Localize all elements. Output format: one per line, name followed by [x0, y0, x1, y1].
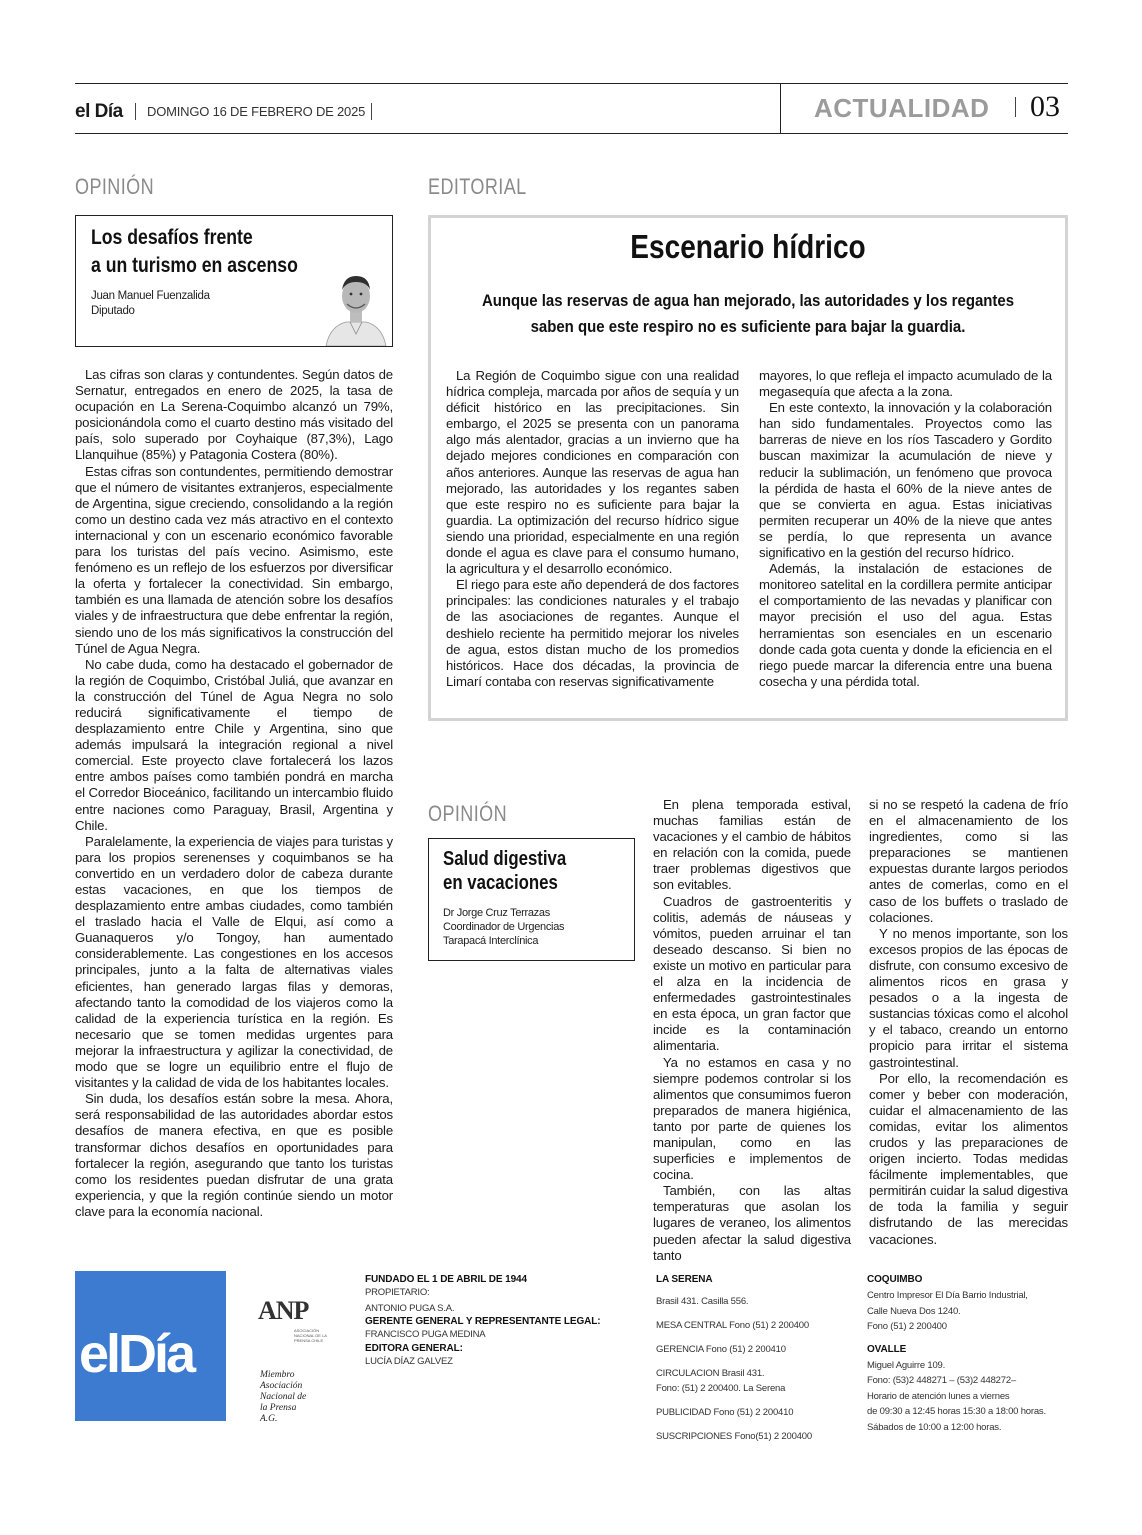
editorial-paragraph: En este contexto, la innovación y la colaboración han sido fundamentales. Proyectos como las barreras de nieve en los ríos Tascadero y Gordito buscan maximizar la acumulación de nieve y reducir la sublimación, un fenómeno que provoca la pérdida de hasta el 60% de la nieve antes de que se convierta en agua. Estas iniciativas permiten recuperar un 40% de la nieve que antes se perdía, lo que representa un avance significativo en la gestión del recurso hídrico. — [759, 400, 1052, 561]
anp-logo — [258, 1296, 328, 1356]
editorial-paragraph: mayores, lo que refleja el impacto acumulado de la megasequía que afecta a la zona. — [759, 368, 1052, 400]
opinion2-paragraph: si no se respetó la cadena de frío en el almacenamiento de los ingredientes, como si las preparaciones se mantienen expuestas durante largos periodos antes de comerlas, como en el caso de los buffets o traslado de colaciones. — [869, 797, 1068, 925]
header-separator — [135, 103, 136, 120]
masthead-brand: el Día — [75, 101, 123, 122]
member-line: A.G. — [260, 1414, 278, 1424]
opinion-paragraph: Las cifras son claras y contundentes. Según datos de Sernatur, entregados en enero de 2025, la tasa de ocupación en La Serena-Coquimbo alcanzó un 79%, posicionándola como el cuarto destino más visitado del país, solo superado por Coyhaique (87,3%), Lago Llanquihue (85%) y Patagonia Costera (80%). — [75, 367, 393, 463]
author-portrait — [320, 264, 392, 346]
el-dia-logo — [75, 1271, 226, 1421]
opinion-body — [75, 367, 393, 1220]
opinion-author-role: Diputado — [91, 305, 135, 317]
ovalle-address: Miguel Aguirre 109. — [867, 1359, 946, 1371]
header-bottom-rule — [75, 133, 1068, 134]
page-number: 03 — [1030, 90, 1060, 123]
opinion-paragraph: Paralelamente, la experiencia de viajes para turistas y para los propios serenenses y coquimbanos se ha convertido en un verdadero dolor de cabeza durante estas vacaciones, en que los tiempos de desplazamiento entre ambas ciudades, como también el traslado hacia el Valle de Elqui, así como a Guanaqueros y/o Tongoy, han aumentado considerablemente. Las congestiones en los accesos principales, junto a la falta de alternativas viales eficientes, han generado largas filas y demoras, afectando tanto la comodidad de los viajeros como la calidad de la experiencia turística en la región. Es necesario que se tomen medidas urgentes para mejorar la infraestructura y agilizar la conectividad, de modo que se logre un equilibrio entre el flujo de visitantes y la calidad de vida de los habitantes locales. — [75, 833, 393, 1091]
editorial-paragraph: El riego para este año dependerá de dos factores principales: las condiciones naturales y el trabajo de las asociaciones de regantes. Aunque el deshielo reciente ha permitido mejorar los niveles de agua, estos distan mucho de los promedios históricos. Hace dos décadas, la provincia de Limarí contaba con reservas significativamente — [446, 577, 739, 689]
opinion-paragraph: Sin duda, los desafíos están sobre la mesa. Ahora, será responsabilidad de las autoridades abordar estos desafíos de manera efectiva, en que es posible transformar dichos desafíos en oportunidades para fortalecer la región, asegurando que tanto los turistas como los residentes puedan disfrutar de una grata experiencia, y que la región continúe siendo un motor clave para la economía nacional. — [75, 1091, 393, 1219]
la-serena-block — [656, 1274, 856, 1444]
coquimbo-address-1: Centro Impresor El Día Barrio Industrial, — [867, 1290, 1028, 1301]
la-serena-address: Brasil 431. Casilla 556. — [656, 1296, 749, 1307]
editorial-box — [428, 215, 1068, 721]
opinion-title-line1: Los desafíos frente — [91, 226, 253, 249]
manager-label: GERENTE GENERAL Y REPRESENTANTE LEGAL: — [365, 1316, 601, 1327]
editorial-title: Escenario hídrico — [630, 228, 866, 265]
editorial-subtitle-line2: saben que este respiro no es suficiente para bajar la guardia. — [530, 317, 966, 336]
member-note — [260, 1370, 306, 1425]
coquimbo-heading: COQUIMBO — [867, 1274, 923, 1285]
section-title: ACTUALIDAD — [814, 93, 990, 123]
editorial-column-2 — [759, 368, 1052, 690]
issue-date: DOMINGO 16 DE FEBRERO DE 2025 — [147, 104, 366, 119]
member-line: la Prensa — [260, 1403, 297, 1413]
owner-name: ANTONIO PUGA S.A. — [365, 1302, 455, 1314]
opinion2-title-line1: Salud digestiva — [443, 848, 567, 870]
ovalle-hours-label: Horario de atención lunes a viernes — [867, 1390, 1010, 1402]
circulacion-address: CIRCULACION Brasil 431. — [656, 1368, 765, 1379]
ovalle-heading: OVALLE — [867, 1343, 907, 1355]
opinion2-column-1 — [653, 797, 851, 1264]
coquimbo-phone: Fono (51) 2 200400 — [867, 1321, 947, 1332]
publicidad-phone: PUBLICIDAD Fono (51) 2 200410 — [656, 1407, 794, 1418]
suscripciones-phone: SUSCRIPCIONES Fono(51) 2 200400 — [656, 1431, 812, 1442]
mesa-central-phone: MESA CENTRAL Fono (51) 2 200400 — [656, 1320, 809, 1331]
coquimbo-address-2: Calle Nueva Dos 1240. — [867, 1305, 961, 1317]
manager-name: FRANCISCO PUGA MEDINA — [365, 1329, 486, 1340]
editorial-paragraph: Además, la instalación de estaciones de monitoreo satelital en la cordillera permite anticipar el comportamiento de las nevadas y planificar con mayor precisión el uso del agua. Estas herramientas son esenciales en un escenario donde cada gota cuenta y donde la eficiencia en el riego puede marcar la diferencia entre una buena cosecha y una pérdida total. — [759, 561, 1052, 689]
founded-line: FUNDADO EL 1 DE ABRIL DE 1944 — [365, 1274, 527, 1285]
opinion-paragraph: No cabe duda, como ha destacado el gobernador de la región de Coquimbo, Cristóbal Juliá, que avanzar en la construcción del Túnel de Agua Negra no solo reducirá significativamente el tiempo de desplazamiento entre Chile y Argentina, sino que además impulsará la integración regional a nivel comercial. Este proyecto clave fortalecerá los lazos entre ambos países como también pondrá en marcha el Corredor Bioceánico, facilitando un intercambio fluido entre naciones como Paraguay, Brasil, Argentina y Chile. — [75, 656, 393, 833]
header-vertical-rule — [780, 83, 781, 134]
opinion2-paragraph: Cuadros de gastroenteritis y colitis, además de náuseas y vómitos, pueden arruinar el tan deseado descanso. Si bien no existe un motivo en particular para el alza en la incidencia de enfermedades gastrointestinales en esta época, un gran factor que incide es la contaminación alimentaria. — [653, 893, 851, 1054]
member-line: Miembro — [260, 1370, 295, 1380]
editorial-column-1 — [446, 368, 739, 690]
header-separator — [1015, 97, 1016, 117]
editor-name: LUCÍA DÍAZ GALVEZ — [365, 1355, 453, 1367]
opinion2-paragraph: Ya no estamos en casa y no siempre podemos controlar si los alimentos que consumimos fueron preparados de manera higiénica, tanto por parte de quienes los manipulan, como en las superficies e implementos de cocina. — [653, 1054, 851, 1183]
opinion2-paragraph: También, con las altas temperaturas que asolan los lugares de veraneo, los alimentos pueden afectar la salud digestiva tanto — [653, 1183, 851, 1263]
opinion2-author-institution: Tarapacá Interclínica — [443, 935, 539, 947]
opinion-author: Juan Manuel Fuenzalida — [91, 290, 210, 302]
opinion2-paragraph: Y no menos importante, son los excesos propios de las épocas de disfrute, con consumo excesivo de alimentos ricos en grasa y pesados o a la ingesta de sustancias tóxicas como el alcohol y el tabaco, creando un entorno propicio para irritar el sistema gastrointestinal. — [869, 925, 1068, 1070]
member-line: Nacional de — [260, 1392, 307, 1402]
editorial-subtitle-line1: Aunque las reservas de agua han mejorado, las autoridades y los regantes — [481, 291, 1015, 310]
ovalle-phone: Fono: (53)2 448271 – (53)2 448272– — [867, 1375, 1017, 1386]
logo-text: elDía — [79, 1324, 194, 1384]
editor-label: EDITORA GENERAL: — [365, 1342, 463, 1354]
member-line: Asociación — [260, 1381, 303, 1391]
opinion2-paragraph: En plena temporada estival, muchas familias están de vacaciones y el cambio de hábitos en relación con la comida, puede traer problemas digestivos que son evitables. — [653, 797, 851, 893]
opinion2-author: Dr Jorge Cruz Terrazas — [443, 907, 550, 919]
editorial-paragraph: La Región de Coquimbo sigue con una realidad hídrica compleja, marcada por años de sequía y un déficit histórico en las precipitaciones. Sin embargo, el 2025 se presenta con un panorama algo más alentador, gracias a un invierno que ha dejado mejores condiciones en comparación con años anteriores. Aunque las reservas de agua han mejorado, las autoridades y los regantes saben que este respiro no es suficiente para bajar la guardia. La optimización del recurso hídrico sigue siendo una prioridad, especialmente en una región donde el agua es clave para el consumo humano, la agricultura y el desarrollo económico. — [446, 368, 739, 577]
coquimbo-ovalle-block — [867, 1274, 1067, 1435]
opinion-title-box — [75, 215, 393, 347]
opinion-paragraph: Estas cifras son contundentes, permitiendo demostrar que el número de visitantes extranjeros, especialmente de Argentina, sigue creciendo, consolidando a la región como un destino cada vez más atractivo en el contexto internacional y con un escenario económico favorable para los turistas del país vecino. Asimismo, este fenómeno es un reflejo de los esfuerzos por diversificar la oferta y fortalecer la conectividad. Sin embargo, también es una llamada de atención sobre los desafíos viales y de infraestructura que debe enfrentar la región, siendo uno de los más significativos la construcción del Túnel de Agua Negra. — [75, 463, 393, 656]
opinion2-author-role: Coordinador de Urgencias — [443, 921, 565, 933]
editorial-kicker: EDITORIAL — [428, 174, 527, 199]
credits-block — [365, 1274, 601, 1369]
opinion2-column-2 — [869, 797, 1068, 1248]
opinion2-paragraph: Por ello, la recomendación es comer y beber con moderación, cuidar el almacenamiento de las comidas, evitar los alimentos crudos y las preparaciones de origen incierto. Todas medidas fácilmente implementables, que permitirán cuidar la salud digestiva de toda la familia y seguir disfrutando de las merecidas vacaciones. — [869, 1070, 1068, 1247]
header-separator — [371, 103, 372, 120]
owner-label: PROPIETARIO: — [365, 1287, 430, 1298]
ovalle-hours-weekdays: de 09:30 a 12:45 horas 15:30 a 18:00 horas. — [867, 1406, 1046, 1417]
opinion2-kicker: OPINIÓN — [428, 801, 508, 826]
anp-logo-small-text: ASOCIACIÓN NACIONAL DE LA PRENSA CHILE — [294, 1328, 327, 1343]
opinion2-title-line2: en vacaciones — [443, 872, 558, 894]
circulacion-phone: Fono: (51) 2 200400. La Serena — [656, 1383, 786, 1394]
opinion-title-line2: a un turismo en ascenso — [91, 254, 298, 277]
opinion2-title-box — [428, 838, 635, 961]
anp-logo-mark: ANP — [258, 1296, 309, 1325]
la-serena-heading: LA SERENA — [656, 1274, 713, 1285]
opinion-kicker: OPINIÓN — [75, 174, 155, 199]
ovalle-hours-saturday: Sábados de 10:00 a 12:00 horas. — [867, 1421, 1002, 1433]
gerencia-phone: GERENCIA Fono (51) 2 200410 — [656, 1344, 786, 1355]
header-top-rule — [75, 83, 1068, 84]
